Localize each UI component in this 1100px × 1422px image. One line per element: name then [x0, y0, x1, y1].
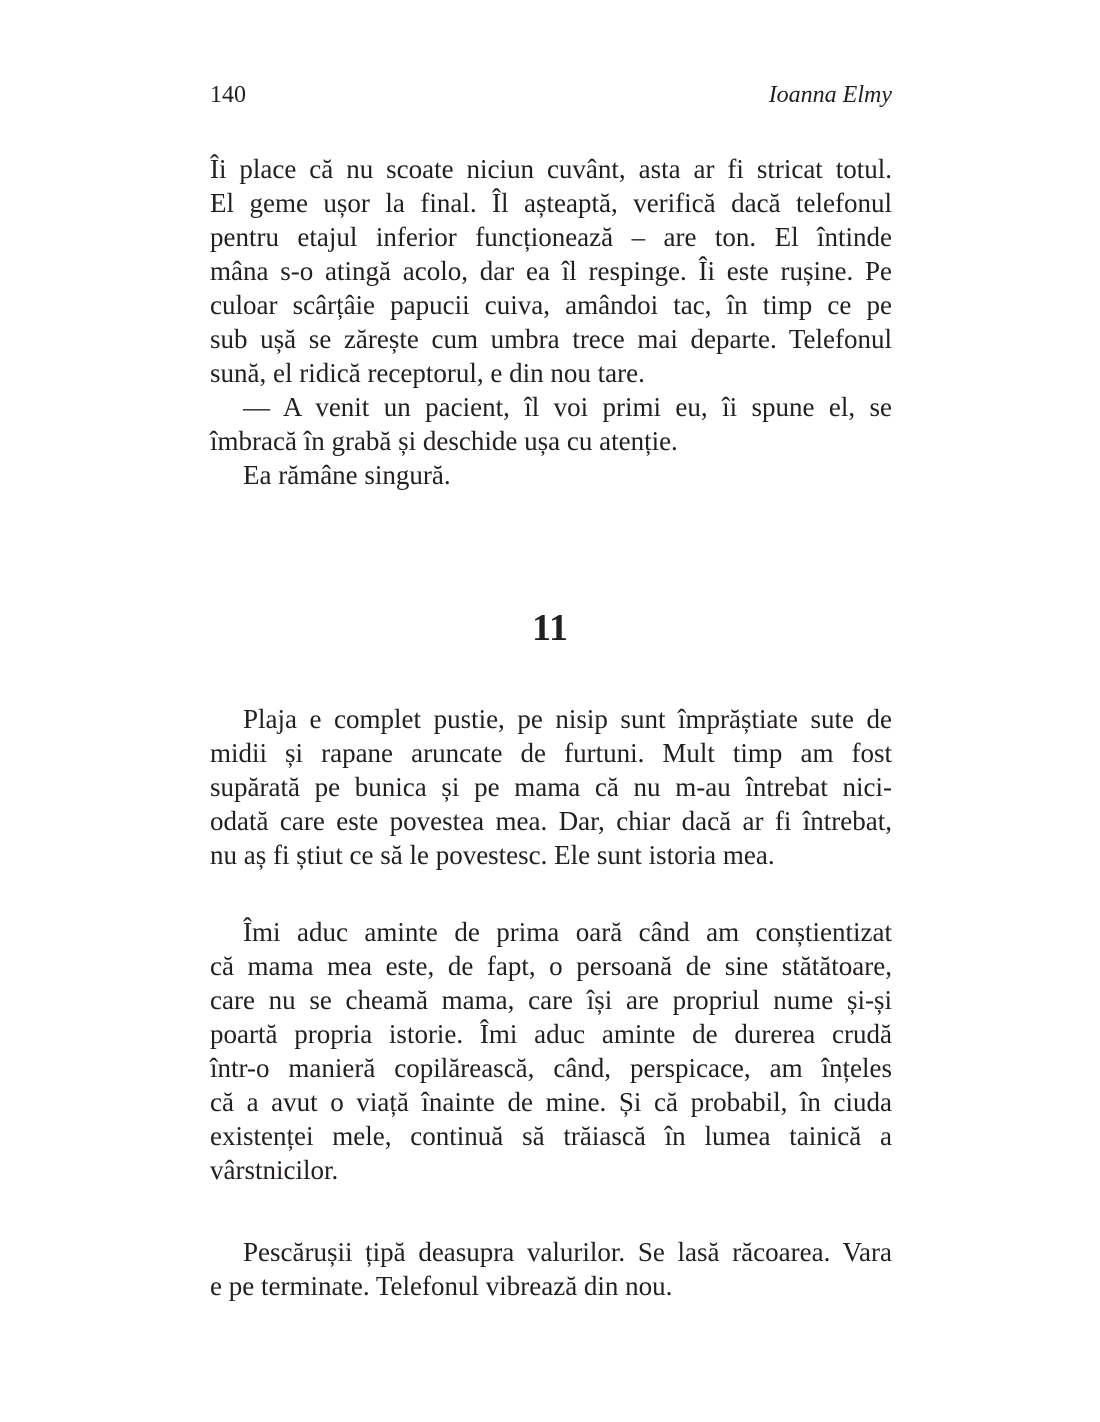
text-line: pentru etajul inferior funcționează – are ton. El întinde [210, 222, 892, 252]
paragraph-block [210, 1235, 892, 1303]
running-head-author: Ioanna Elmy [768, 82, 892, 108]
text-line: într-o manieră copilărească, când, perspicace, am înțeles [210, 1053, 892, 1083]
text-line: că a avut o viață înainte de mine. Și că probabil, în ciuda [210, 1087, 892, 1117]
text-line: supărată pe bunica și pe mama că nu m-au întrebat nici- [210, 772, 892, 802]
text-line: sub ușă se zărește cum umbra trece mai departe. Telefonul [210, 324, 892, 354]
text-line: nu aș fi știut ce să le povestesc. Ele sunt istoria mea. [210, 840, 775, 870]
text-line: poartă propria istorie. Îmi aduc aminte de durerea crudă [210, 1019, 892, 1049]
text-line: odată care este povestea mea. Dar, chiar dacă ar fi întrebat, [210, 806, 892, 836]
text-line: Plaja e complet pustie, pe nisip sunt împrăștiate sute de [243, 704, 892, 734]
text-line: sună, el ridică receptorul, e din nou tare. [210, 358, 645, 388]
chapter-number: 11 [532, 607, 568, 649]
paragraph-block [210, 152, 892, 492]
text-line: mâna s-o atingă acolo, dar ea îl respinge. Îi este rușine. Pe [210, 256, 892, 286]
text-line: Ea rămâne singură. [243, 460, 451, 490]
paragraph-block [210, 915, 892, 1187]
text-line: Pescărușii țipă deasupra valurilor. Se lasă răcoarea. Vara [243, 1237, 892, 1267]
dialogue-line: — A venit un pacient, îl voi primi eu, îi spune el, se [243, 392, 892, 422]
text-line: Îmi aduc aminte de prima oară când am conștientizat [243, 917, 892, 947]
text-line: culoar scârțâie papucii cuiva, amândoi tac, în timp ce pe [210, 290, 892, 320]
page-header [210, 82, 892, 114]
text-line: Îi place că nu scoate niciun cuvânt, asta ar fi stricat totul. [210, 154, 892, 184]
text-line: existenței mele, continuă să trăiască în lumea tainică a [210, 1121, 892, 1151]
text-line: că mama mea este, de fapt, o persoană de sine stătătoare, [210, 951, 892, 981]
text-line: vârstnicilor. [210, 1155, 339, 1185]
text-line: El geme ușor la final. Îl așteaptă, verifică dacă telefonul [210, 188, 892, 218]
text-line: e pe terminate. Telefonul vibrează din nou. [210, 1271, 673, 1301]
text-line: îmbracă în grabă și deschide ușa cu atenție. [210, 426, 678, 456]
text-line: care nu se cheamă mama, care își are propriul nume și-și [210, 985, 892, 1015]
text-line: midii și rapane aruncate de furtuni. Mult timp am fost [210, 738, 892, 768]
page-number: 140 [210, 82, 246, 108]
paragraph-block [210, 702, 892, 872]
